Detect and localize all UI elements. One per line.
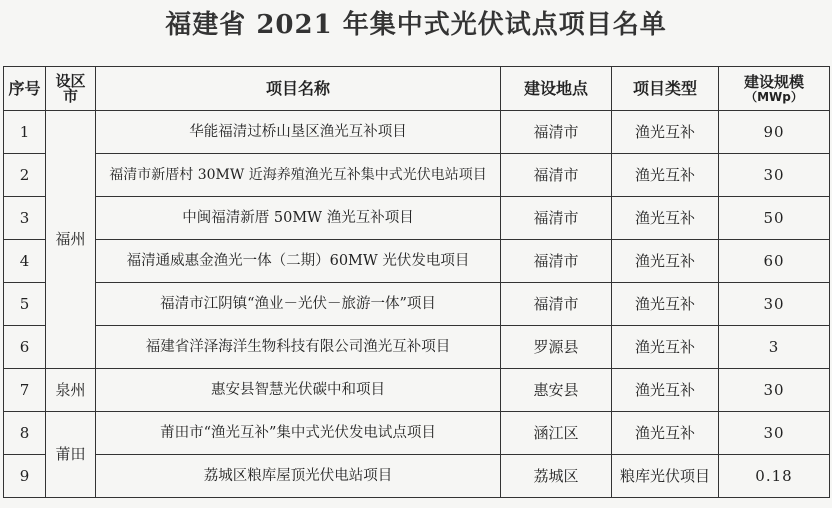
row-seq: 8 — [4, 412, 46, 455]
document-title: 福建省 2021 年集中式光伏试点项目名单 — [165, 10, 667, 40]
row-name: 中闽福清新厝 50MW 渔光互补项目 — [96, 197, 501, 240]
header-scale — [719, 67, 830, 111]
header-district — [46, 67, 96, 111]
row-seq: 2 — [4, 154, 46, 197]
row-type: 粮库光伏项目 — [612, 455, 719, 498]
row-name: 华能福清过桥山垦区渔光互补项目 — [96, 111, 501, 154]
table-row — [4, 154, 830, 197]
header-scale-line2: （MWp） — [745, 89, 803, 104]
header-seq: 序号 — [4, 67, 46, 111]
row-type: 渔光互补 — [612, 412, 719, 455]
table-row — [4, 412, 830, 455]
row-location: 涵江区 — [501, 412, 612, 455]
table-row — [4, 240, 830, 283]
row-seq: 5 — [4, 283, 46, 326]
row-location: 福清市 — [501, 240, 612, 283]
row-scale: 30 — [719, 412, 830, 455]
row-scale: 0.18 — [719, 455, 830, 498]
row-scale: 30 — [719, 154, 830, 197]
row-seq: 6 — [4, 326, 46, 369]
row-type: 渔光互补 — [612, 154, 719, 197]
district-putian: 莆田 — [46, 412, 96, 498]
row-location: 福清市 — [501, 283, 612, 326]
table-row — [4, 283, 830, 326]
row-type: 渔光互补 — [612, 369, 719, 412]
row-scale: 3 — [719, 326, 830, 369]
header-district-line2: 市 — [62, 86, 78, 105]
header-type: 项目类型 — [612, 67, 719, 111]
row-name: 莆田市“渔光互补”集中式光伏发电试点项目 — [96, 412, 501, 455]
row-seq: 4 — [4, 240, 46, 283]
row-type: 渔光互补 — [612, 326, 719, 369]
header-scale-line1: 建设规模 — [743, 72, 804, 91]
row-name: 福清市江阴镇“渔业－光伏－旅游一体”项目 — [96, 283, 501, 326]
header-district-line1: 设区 — [55, 71, 86, 90]
row-location: 福清市 — [501, 154, 612, 197]
header-location: 建设地点 — [501, 67, 612, 111]
table-row — [4, 197, 830, 240]
row-seq: 1 — [4, 111, 46, 154]
district-quanzhou: 泉州 — [46, 369, 96, 412]
row-type: 渔光互补 — [612, 111, 719, 154]
row-type: 渔光互补 — [612, 240, 719, 283]
project-table — [3, 66, 830, 498]
row-name: 福建省洋泽海洋生物科技有限公司渔光互补项目 — [96, 326, 501, 369]
row-name: 惠安县智慧光伏碳中和项目 — [96, 369, 501, 412]
row-scale: 30 — [719, 283, 830, 326]
row-location: 罗源县 — [501, 326, 612, 369]
row-seq: 3 — [4, 197, 46, 240]
row-name: 福清市新厝村 30MW 近海养殖渔光互补集中式光伏电站项目 — [96, 154, 501, 197]
row-scale: 50 — [719, 197, 830, 240]
table-row — [4, 326, 830, 369]
header-name: 项目名称 — [96, 67, 501, 111]
row-type: 渔光互补 — [612, 197, 719, 240]
row-seq: 9 — [4, 455, 46, 498]
row-name: 荔城区粮库屋顶光伏电站项目 — [96, 455, 501, 498]
row-location: 福清市 — [501, 111, 612, 154]
row-name: 福清通威惠金渔光一体（二期）60MW 光伏发电项目 — [96, 240, 501, 283]
row-type: 渔光互补 — [612, 283, 719, 326]
table-row — [4, 369, 830, 412]
row-scale: 30 — [719, 369, 830, 412]
row-scale: 60 — [719, 240, 830, 283]
row-location: 荔城区 — [501, 455, 612, 498]
table-row — [4, 111, 830, 154]
table-row — [4, 455, 830, 498]
row-scale: 90 — [719, 111, 830, 154]
row-seq: 7 — [4, 369, 46, 412]
header-row — [4, 67, 830, 111]
district-fuzhou: 福州 — [46, 111, 96, 369]
row-location: 惠安县 — [501, 369, 612, 412]
row-location: 福清市 — [501, 197, 612, 240]
